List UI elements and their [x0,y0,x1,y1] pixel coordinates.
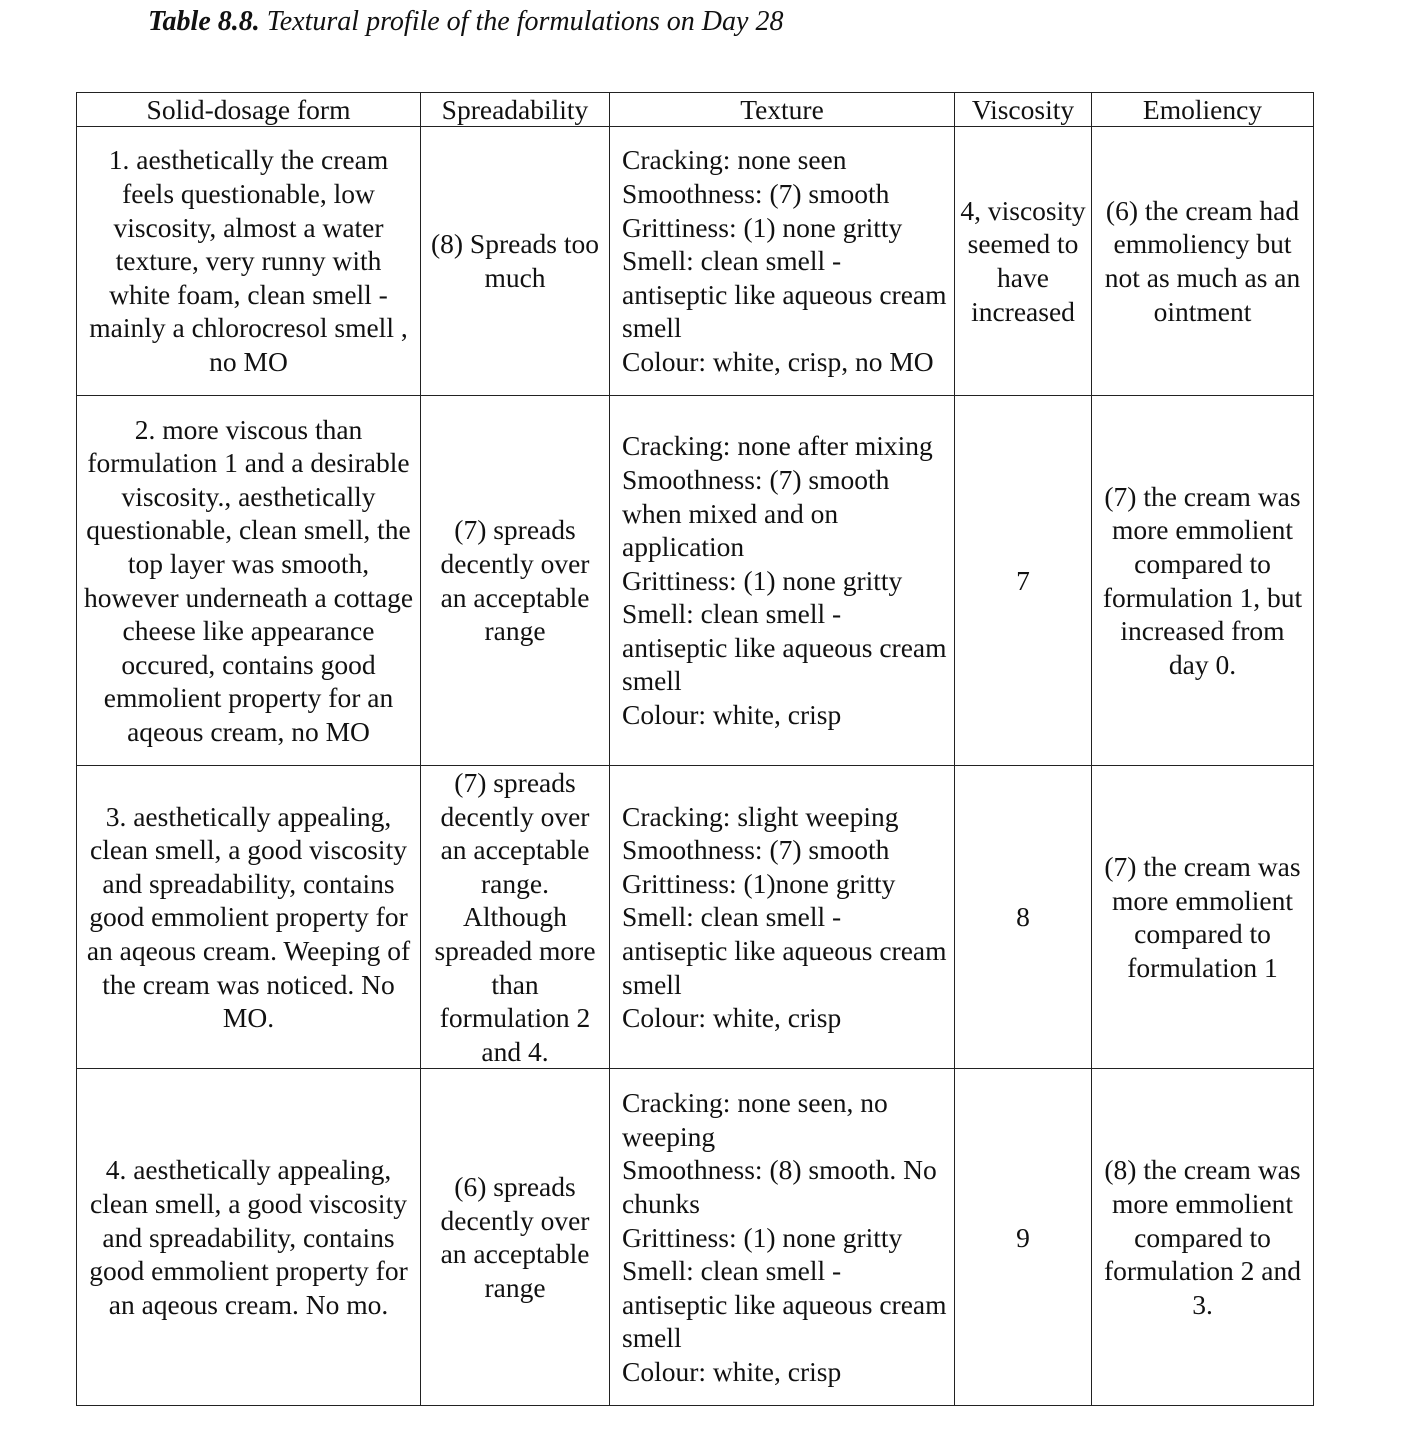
header-solid-dosage-form: Solid-dosage form [77,93,421,127]
texture-line: Cracking: none seen, no weeping [622,1087,888,1152]
table-row [77,396,1314,766]
table-row [77,1069,1314,1406]
texture-line: Cracking: none seen [622,144,847,176]
texture-line: Colour: white, crisp [622,1355,842,1387]
table-row [77,127,1314,396]
texture-line: Colour: white, crisp, no MO [622,345,934,377]
header-emoliency: Emoliency [1092,93,1314,127]
texture-line: Smoothness: (7) smooth when mixed and on application [622,463,890,563]
cell-viscosity: 9 [955,1069,1092,1406]
cell-texture [610,396,955,766]
texture-line: Smoothness: (8) smooth. No chunks [622,1154,937,1219]
table-caption [148,6,783,38]
cell-viscosity: 7 [955,396,1092,766]
texture-line: Smell: clean smell - antiseptic like aqueous cream smell [622,901,947,1000]
texture-line: Smell: clean smell - antiseptic like aqueous cream smell [622,598,947,697]
cell-texture [610,1069,955,1406]
cell-emoliency: (7) the cream was more emmolient compared to formulation 1 [1092,766,1314,1069]
texture-line: Cracking: slight weeping [622,800,899,832]
caption-label: Table 8.8. [148,6,260,37]
cell-form: 4. aesthetically appealing, clean smell, a good viscosity and spreadability, contains good emmolient property for an aqeous cream. No mo. [77,1069,421,1406]
texture-line: Colour: white, crisp [622,699,842,731]
cell-form: 1. aesthetically the cream feels questionable, low viscosity, almost a water texture, very runny with white foam, clean smell - mainly a chlorocresol smell , no MO [77,127,421,396]
texture-line: Cracking: none after mixing [622,430,933,462]
cell-viscosity: 8 [955,766,1092,1069]
header-spreadability: Spreadability [421,93,610,127]
cell-spreadability: (6) spreads decently over an acceptable range [421,1069,610,1406]
cell-spreadability: (7) spreads decently over an acceptable range [421,396,610,766]
header-viscosity: Viscosity [955,93,1092,127]
texture-line: Smoothness: (7) smooth [622,834,890,866]
cell-form: 2. more viscous than formulation 1 and a desirable viscosity., aesthetically questionable, clean smell, the top layer was smooth, however underneath a cottage cheese like appearance occured, contains good emmolient property for an aqeous cream, no MO [77,396,421,766]
cell-viscosity: 4, viscosity seemed to have increased [955,127,1092,396]
textural-profile-table [76,92,1314,1406]
header-row [77,93,1314,127]
texture-line: Grittiness: (1)none gritty [622,867,896,899]
texture-line: Smoothness: (7) smooth [622,178,890,210]
cell-spreadability: (7) spreads decently over an acceptable range. Although spreaded more than formulation 2 and 4. [421,766,610,1069]
caption-title: Textural profile of the formulations on Day 28 [266,6,784,37]
texture-line: Grittiness: (1) none gritty [622,211,903,243]
texture-line: Grittiness: (1) none gritty [622,564,903,596]
cell-spreadability: (8) Spreads too much [421,127,610,396]
table-row [77,766,1314,1069]
texture-line: Colour: white, crisp [622,1002,842,1034]
cell-texture [610,127,955,396]
texture-line: Grittiness: (1) none gritty [622,1221,903,1253]
cell-emoliency: (7) the cream was more emmolient compared to formulation 1, but increased from day 0. [1092,396,1314,766]
cell-emoliency: (8) the cream was more emmolient compared to formulation 2 and 3. [1092,1069,1314,1406]
texture-line: Smell: clean smell - antiseptic like aqueous cream smell [622,245,947,344]
cell-form: 3. aesthetically appealing, clean smell, a good viscosity and spreadability, contains good emmolient property for an aqeous cream. Weeping of the cream was noticed. No MO. [77,766,421,1069]
cell-texture [610,766,955,1069]
texture-line: Smell: clean smell - antiseptic like aqueous cream smell [622,1255,947,1354]
header-texture: Texture [610,93,955,127]
cell-emoliency: (6) the cream had emmoliency but not as much as an ointment [1092,127,1314,396]
